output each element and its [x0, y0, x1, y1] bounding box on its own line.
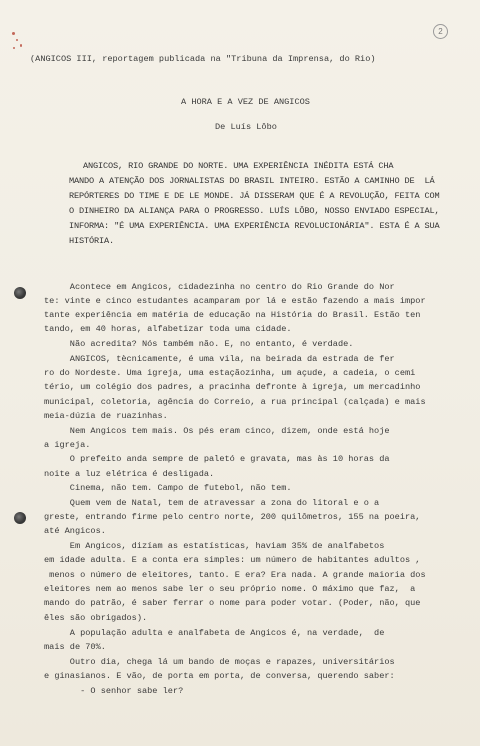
- intro-line: REPÓRTERES DO TIME E DE LE MONDE. JÁ DISSERAM QUE É A REVOLUÇÃO, FEITA COM: [69, 191, 440, 201]
- body-line: Acontece em Angicos, cidadezinha no centro do Rio Grande do Nor: [44, 282, 395, 292]
- body-line: menos o número de eleitores, tanto. E era? Era nada. A grande maioria dos: [44, 570, 426, 580]
- body-line: eleitores nem ao menos sabe ler o seu próprio nome. O máximo que faz, a: [44, 584, 416, 594]
- body-line: em idade adulta. E a conta era simples: um número de habitantes adultos ,: [44, 555, 421, 565]
- body-line: noite a luz elétrica é desligada.: [44, 469, 215, 479]
- body-line: meia-dúzia de ruazinhas.: [44, 411, 168, 421]
- body-line: greste, entrando firme pelo centro norte, 200 quilômetros, 155 na poeira,: [44, 512, 421, 522]
- intro-line: ANGICOS, RIO GRANDE DO NORTE. UMA EXPERIÊNCIA INÉDITA ESTÁ CHA: [83, 161, 394, 171]
- body-line: até Angicos.: [44, 526, 106, 536]
- body-line: A população adulta e analfabeta de Angicos é, na verdade, de: [44, 628, 385, 638]
- body-line: a igreja.: [44, 440, 91, 450]
- ink-speck: [12, 32, 15, 35]
- body-line: Em Angicos, dizíam as estatísticas, haviam 35% de analfabetos: [44, 541, 385, 551]
- intro-line: O DINHEIRO DA ALIANÇA PARA O PROGRESSO. LUÍS LÔBO, NOSSO ENVIADO ESPECIAL,: [69, 206, 440, 216]
- body-line: Cinema, não tem. Campo de futebol, não tem.: [44, 483, 292, 493]
- body-line: tando, em 40 horas, alfabetizar toda uma cidade.: [44, 324, 292, 334]
- body-line: mando do patrão, é saber ferrar o nome para poder votar. (Poder, não, que: [44, 598, 421, 608]
- body-line: e ginasianos. E vão, de porta em porta, de conversa, querendo saber:: [44, 671, 395, 681]
- intro-line: INFORMA: "É UMA EXPERIÊNCIA. UMA EXPERIÊNCIA REVOLUCIONÁRIA". ESTA É A SUA: [69, 221, 440, 231]
- ink-speck: [20, 44, 22, 47]
- body-line: tante experiência em matéria de educação na História do Brasil. Estão ten: [44, 310, 421, 320]
- intro-line: HISTÓRIA.: [69, 236, 115, 246]
- body-line: êles são obrigados).: [44, 613, 148, 623]
- binder-hole: [14, 512, 26, 524]
- body-line: te: vinte e cinco estudantes acamparam por lá e estão fazendo a mais impor: [44, 296, 426, 306]
- intro-line: MANDO A ATENÇÃO DOS JORNALISTAS DO BRASIL INTEIRO. ESTÃO A CAMINHO DE LÁ: [69, 176, 435, 186]
- body-line: ro do Nordeste. Uma igreja, uma estaçãozinha, um açude, a cadeia, o cemi: [44, 368, 416, 378]
- source-line: (ANGICOS III, reportagem publicada na "Tribuna da Imprensa, do Rio): [30, 54, 376, 64]
- body-line: Nem Angicos tem mais. Os pés eram cinco, dizem, onde está hoje: [44, 426, 390, 436]
- body-line: municipal, coletoria, agência do Correio, a rua principal (calçada) e mais: [44, 397, 426, 407]
- body-line: tério, um colégio dos padres, a pracinha defronte à igreja, um mercadinho: [44, 382, 421, 392]
- body-line: ANGICOS, tècnicamente, é uma vila, na beirada da estrada de fer: [44, 354, 395, 364]
- body-line: O prefeito anda sempre de paletó e gravata, mas às 10 horas da: [44, 454, 390, 464]
- page-number-circle: 2: [433, 24, 448, 39]
- headline: A HORA E A VEZ DE ANGICOS: [181, 97, 310, 107]
- body-line: Não acredita? Nós também não. E, no entanto, é verdade.: [44, 339, 354, 349]
- byline: De Luís Lôbo: [215, 122, 277, 132]
- body-line: - O senhor sabe ler?: [44, 686, 184, 696]
- body-line: Outro dia, chega lá um bando de moças e rapazes, universitários: [44, 657, 395, 667]
- ink-speck: [13, 47, 15, 49]
- binder-hole: [14, 287, 26, 299]
- body-line: Quem vem de Natal, tem de atravessar a zona do litoral e o a: [44, 498, 380, 508]
- ink-speck: [16, 39, 18, 41]
- body-line: mais de 70%.: [44, 642, 106, 652]
